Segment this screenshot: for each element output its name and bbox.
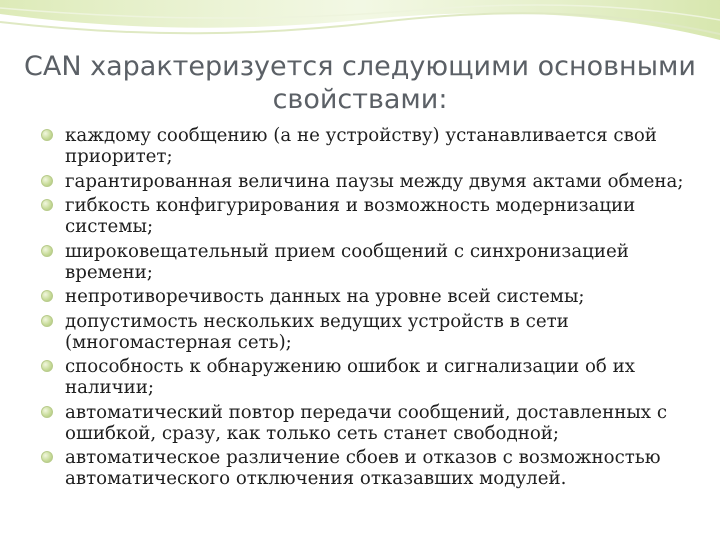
bullet-text: допустимость нескольких ведущих устройств в сети (многомастерная сеть);	[65, 310, 569, 353]
bullet-item	[40, 195, 705, 237]
bullet-text: способность к обнаружению ошибок и сигнализации об их наличии;	[65, 356, 636, 398]
bullet-item	[40, 241, 705, 283]
bullet-list	[40, 125, 705, 493]
bullet-item	[40, 447, 705, 489]
bullet-item	[40, 125, 705, 167]
bullet-text: автоматический повтор передачи сообщений, доставленных с ошибкой, сразу, как только сеть станет свободной;	[65, 401, 668, 444]
bullet-text: гибкость конфигурирования и возможность модернизации системы;	[65, 195, 636, 237]
bullet-text: гарантированная величина паузы между двумя актами обмена;	[65, 170, 684, 192]
bullet-item	[40, 286, 705, 307]
slide-title	[20, 50, 700, 116]
bullet-dot-icon	[41, 315, 53, 327]
bullet-dot-icon	[41, 406, 53, 418]
bullet-text: автоматическое различение сбоев и отказов с возможностью автоматического отключения отказавших модулей.	[65, 447, 661, 489]
bullet-item	[40, 402, 705, 444]
bullet-dot-icon	[41, 129, 53, 141]
bullet-dot-icon	[41, 199, 53, 211]
bullet-item	[40, 356, 705, 398]
bullet-dot-icon	[41, 290, 53, 302]
bullet-text: широковещательный прием сообщений с синхронизацией времени;	[65, 240, 629, 283]
slide-title-line1: CAN характеризуется следующими основными	[24, 51, 696, 82]
bullet-dot-icon	[41, 245, 53, 257]
bullet-item	[40, 171, 705, 192]
slide-title-line2: свойствами:	[272, 84, 448, 115]
bullet-dot-icon	[41, 360, 53, 372]
bullet-text: каждому сообщению (а не устройству) устанавливается свой приоритет;	[65, 125, 657, 167]
bullet-text: непротиворечивость данных на уровне всей системы;	[65, 286, 585, 307]
bullet-dot-icon	[41, 451, 53, 463]
bullet-item	[40, 311, 705, 353]
bullet-dot-icon	[41, 175, 53, 187]
